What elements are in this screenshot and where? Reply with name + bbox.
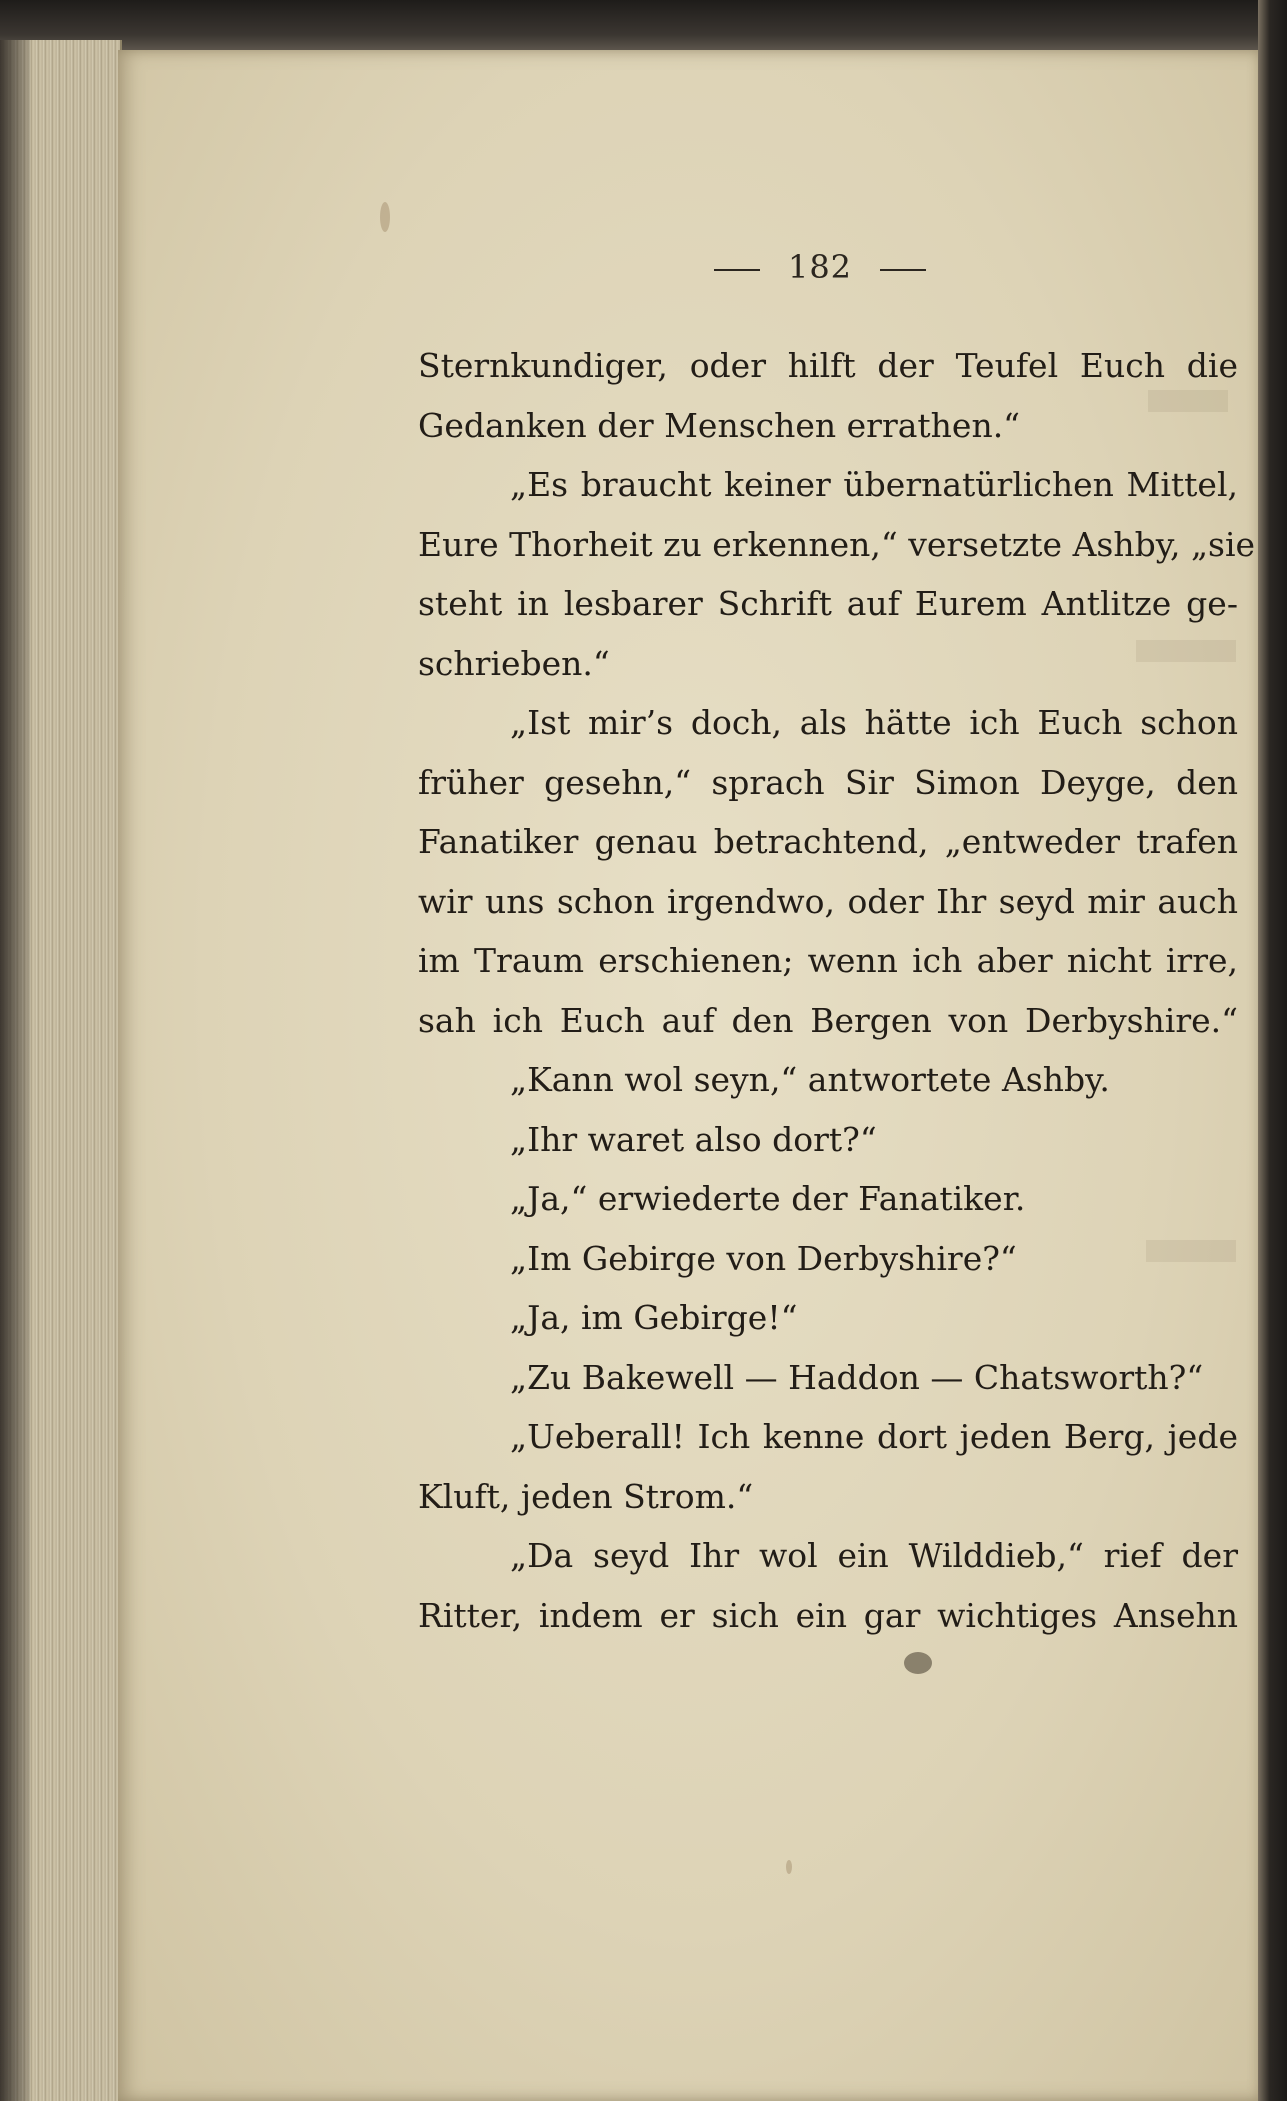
header-dash-right [880, 269, 926, 271]
text-line: „Da seyd Ihr wol ein Wilddieb,“ rief der [510, 1536, 1238, 1575]
page-body [418, 336, 1256, 1645]
text-line: Kluft, jeden Strom.“ [418, 1476, 754, 1516]
paper-stain [904, 1652, 932, 1674]
page-header [660, 248, 980, 286]
text-line: steht in lesbarer Schrift auf Eurem Antlitze ge- [418, 584, 1238, 623]
text-line: „Kann wol seyn,“ antwortete Ashby. [510, 1060, 1110, 1099]
text-line: „Ihr waret also dort?“ [510, 1119, 877, 1159]
text-line: im Traum erschienen; wenn ich aber nicht irre, [418, 941, 1238, 980]
text-line: Ritter, indem er sich ein gar wichtiges Ansehn [418, 1595, 1238, 1635]
text-line: wir uns schon irgendwo, oder Ihr seyd mir auch [418, 881, 1238, 921]
book-right-edge [1258, 0, 1287, 2101]
text-line: „Ueberall! Ich kenne dort jeden Berg, jede [510, 1417, 1238, 1456]
text-line: „Zu Bakewell — Haddon — Chatsworth?“ [510, 1357, 1204, 1397]
text-line: Fanatiker genau betrachtend, „entweder trafen [418, 822, 1238, 861]
text-line: Sternkundiger, oder hilft der Teufel Euch die [418, 346, 1238, 385]
header-dash-left [714, 269, 760, 271]
text-line: „Ist mir’s doch, als hätte ich Euch schon [510, 703, 1238, 742]
paper-stain [380, 202, 390, 232]
text-line: Eure Thorheit zu erkennen,“ versetzte Ashby, „sie [418, 524, 1256, 564]
paper-stain [786, 1860, 792, 1874]
text-line: schrieben.“ [418, 643, 610, 683]
text-line: „Ja, im Gebirge!“ [510, 1298, 798, 1337]
text-line: „Es braucht keiner übernatürlichen Mittel, [510, 465, 1238, 504]
page-number: 182 [787, 248, 853, 286]
text-line: früher gesehn,“ sprach Sir Simon Deyge, den [418, 762, 1238, 802]
stack-shadow [0, 40, 30, 2101]
text-line: „Im Gebirge von Derbyshire?“ [510, 1238, 1017, 1278]
text-line: „Ja,“ erwiederte der Fanatiker. [510, 1179, 1026, 1218]
text-line: sah ich Euch auf den Bergen von Derbyshire.“ [418, 1000, 1238, 1040]
text-line: Gedanken der Menschen errathen.“ [418, 405, 1021, 445]
